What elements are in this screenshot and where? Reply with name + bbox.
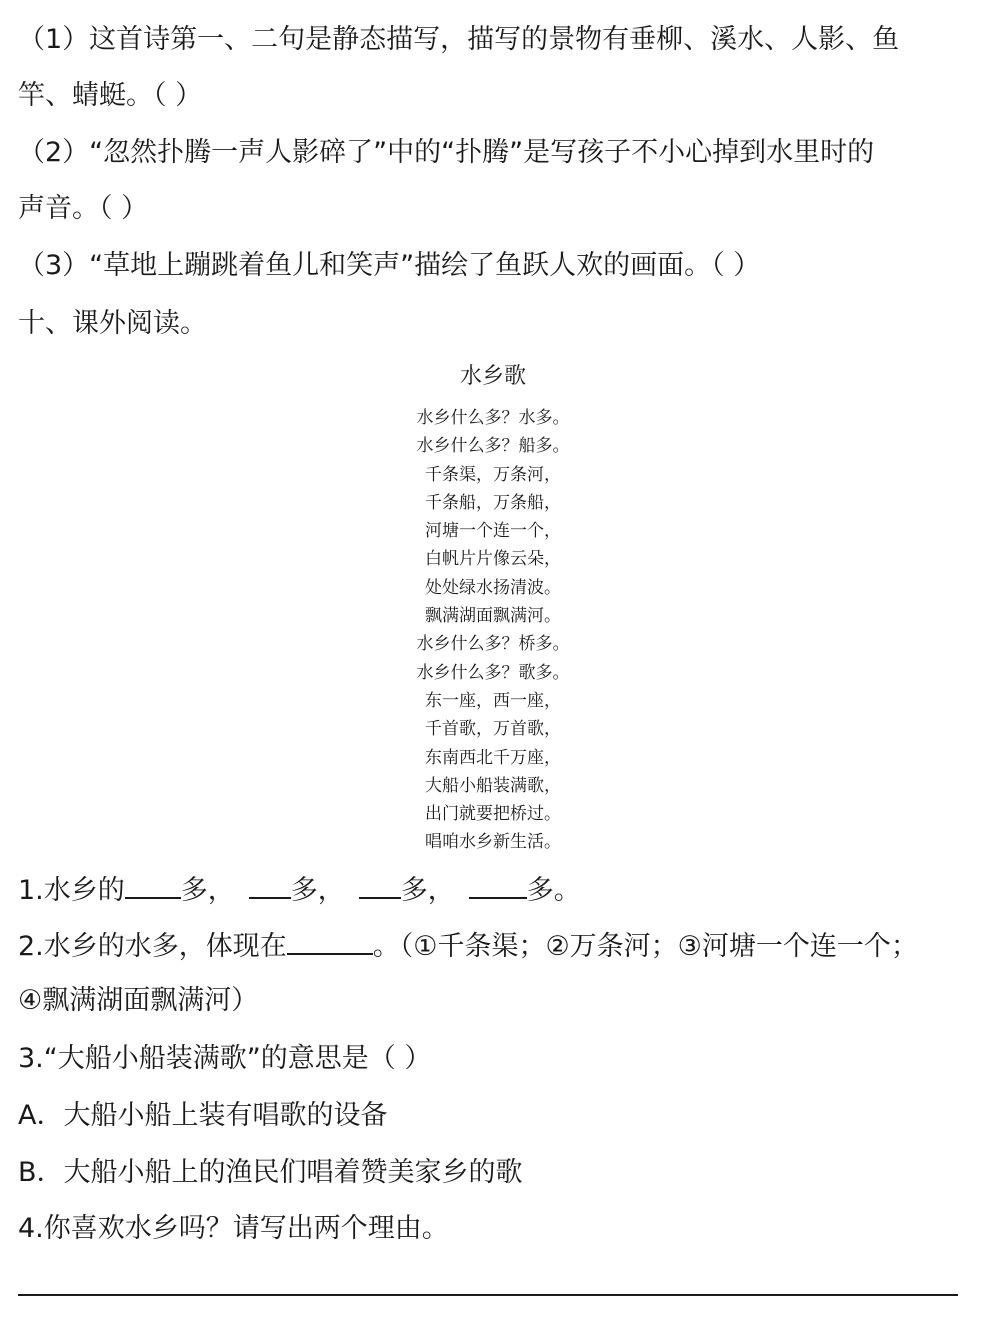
question-2-prefix: 2.水乡的水多，体现在 — [18, 931, 287, 962]
answer-line[interactable] — [18, 1294, 958, 1296]
section-heading: 十、课外阅读。 — [18, 308, 207, 339]
question-1-prefix: 1.水乡的 — [18, 875, 125, 906]
judge-q1-line1: （1）这首诗第一、二句是静态描写，描写的景物有垂柳、溪水、人影、鱼 — [18, 24, 900, 55]
fill-blank[interactable] — [469, 871, 527, 899]
question-2-suffix: 。（①千条渠；②万条河；③河塘一个连一个； — [372, 931, 918, 962]
question-3: 3.“大船小船装满歌”的意思是（ ） — [18, 1043, 432, 1074]
question-1-sep: 多， — [400, 875, 455, 906]
poem-line: 水乡什么多？桥多。 — [416, 634, 570, 655]
question-3-option-b[interactable]: B．大船小船上的渔民们唱着赞美家乡的歌 — [18, 1157, 523, 1188]
poem-line: 河塘一个连一个， — [425, 521, 561, 542]
question-1 — [18, 871, 968, 909]
poem-line: 出门就要把桥过。 — [425, 804, 561, 825]
poem-body — [0, 404, 986, 857]
question-1-end: 多。 — [526, 875, 581, 906]
poem-line: 水乡什么多？船多。 — [416, 436, 570, 457]
fill-blank[interactable] — [249, 871, 291, 899]
poem-line: 飘满湖面飘满河。 — [425, 606, 561, 627]
poem-line: 白帆片片像云朵， — [425, 549, 561, 570]
judge-q2-line1: （2）“忽然扑腾一声人影碎了”中的“扑腾”是写孩子不小心掉到水里时的 — [18, 137, 875, 168]
poem-line: 水乡什么多？水多。 — [416, 408, 570, 428]
poem-line: 东一座，西一座， — [425, 690, 561, 711]
question-3-option-a[interactable]: A．大船小船上装有唱歌的设备 — [18, 1100, 388, 1131]
poem-line: 东南西北千万座， — [425, 747, 561, 768]
fill-blank[interactable] — [359, 871, 401, 899]
question-1-sep: 多， — [180, 875, 235, 906]
poem-line: 千条渠，万条河， — [425, 464, 561, 485]
question-2-continued: ④飘满湖面飘满河） — [18, 985, 259, 1016]
fill-blank[interactable] — [287, 927, 373, 955]
poem-title: 水乡歌 — [459, 364, 526, 389]
judge-q2-line2: 声音。（ ） — [18, 193, 149, 224]
question-2 — [18, 927, 968, 965]
poem-line: 水乡什么多？歌多。 — [416, 662, 570, 683]
poem-line: 大船小船装满歌， — [425, 775, 561, 796]
judge-q3: （3）“草地上蹦跳着鱼儿和笑声”描绘了鱼跃人欢的画面。（ ） — [18, 250, 761, 281]
poem-line: 唱咱水乡新生活。 — [425, 832, 561, 853]
question-4: 4.你喜欢水乡吗？请写出两个理由。 — [18, 1213, 449, 1244]
fill-blank[interactable] — [125, 871, 181, 899]
question-1-sep: 多， — [290, 875, 345, 906]
poem-line: 千条船，万条船， — [425, 492, 561, 513]
judge-q1-line2: 竿、蜻蜓。（ ） — [18, 80, 203, 111]
poem-line: 处处绿水扬清波。 — [425, 577, 561, 598]
poem-line: 千首歌，万首歌， — [425, 719, 561, 740]
